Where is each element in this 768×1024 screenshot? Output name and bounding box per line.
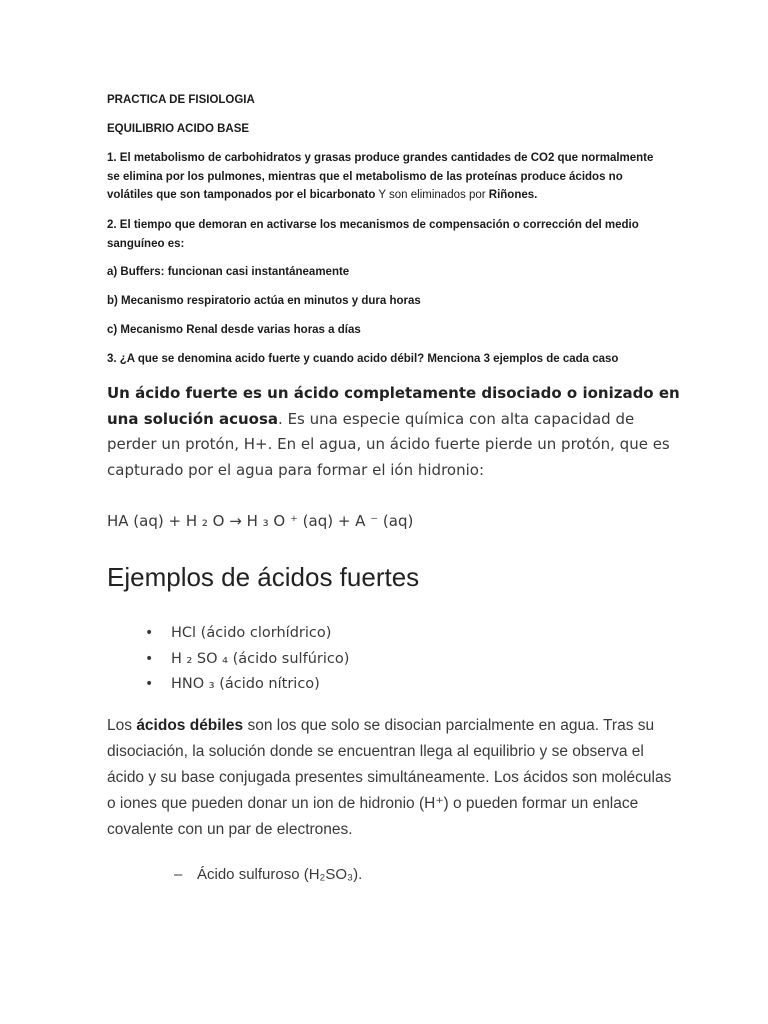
list-item bbox=[145, 647, 349, 673]
question-2-option-b: b) Mecanismo respiratorio actúa en minutos y dura horas bbox=[107, 295, 421, 307]
strong-acid-definition-bold: Un ácido fuerte es un ácido completamente disociado o ionizado en una solución acuosa bbox=[107, 384, 680, 428]
question-1-text: 1. El metabolismo de carbohidratos y grasas produce grandes cantidades de CO2 que normalmente se elimina por los pulmones, mientras que el metabolismo de las proteínas produce ácidos no volátiles que son tamponados por el bbox=[107, 152, 654, 201]
kidneys-term: Riñones. bbox=[488, 189, 538, 201]
hydronium-equation: HA (aq) + H ₂ O → H ₃ O ⁺ (aq) + A ⁻ (aq) bbox=[107, 512, 414, 530]
bullet-icon: • bbox=[145, 676, 154, 692]
weak-acid-example-text: Ácido sulfuroso (H₂SO₃). bbox=[197, 866, 363, 883]
bullet-icon: • bbox=[145, 650, 154, 667]
strong-acid-examples-list bbox=[145, 621, 349, 698]
document-subtitle: EQUILIBRIO ACIDO BASE bbox=[107, 123, 250, 135]
strong-acid-definition bbox=[107, 381, 682, 483]
weak-acid-bold: ácidos débiles bbox=[136, 717, 244, 734]
question-1-connector: Y son eliminados por bbox=[375, 189, 489, 201]
question-2: 2. El tiempo que demoran en activarse los mecanismos de compensación o corrección del medio sanguíneo es: bbox=[107, 219, 639, 250]
question-3: 3. ¿A que se denomina acido fuerte y cuando acido débil? Menciona 3 ejemplos de cada caso bbox=[107, 353, 619, 365]
weak-acid-paragraph bbox=[107, 713, 682, 843]
weak-acid-intro: Los bbox=[107, 717, 137, 734]
weak-acid-example bbox=[174, 866, 362, 883]
list-item-text: HCl (ácido clorhídrico) bbox=[171, 625, 332, 641]
question-1 bbox=[107, 149, 667, 205]
bullet-icon: • bbox=[145, 625, 154, 641]
weak-acid-rest: son los que solo se disocian parcialmente en agua. Tras su disociación, la solución donde se encuentran llega al equilibrio y se observa el ácido y su base conjugada presentes simultáneamente. Los ácidos son moléculas o iones que pueden donar un ion de hidronio (H⁺) o pueden formar un enlace covalente con un par de electrones. bbox=[107, 717, 672, 838]
question-2-option-a: a) Buffers: funcionan casi instantáneamente bbox=[107, 266, 350, 278]
strong-acid-definition-rest: . Es una especie química con alta capacidad de perder un protón, H+. En el agua, un ácido fuerte pierde un protón, que es capturado por el agua para formar el ión hidronio: bbox=[107, 409, 670, 479]
question-2-option-c: c) Mecanismo Renal desde varias horas a días bbox=[107, 324, 361, 336]
strong-acids-heading: Ejemplos de ácidos fuertes bbox=[107, 562, 420, 592]
bicarbonato-term: bicarbonato bbox=[309, 189, 376, 201]
list-item bbox=[145, 621, 349, 647]
dash-icon: – bbox=[174, 866, 183, 883]
list-item-text: H ₂ SO ₄ (ácido sulfúrico) bbox=[171, 650, 350, 667]
list-item bbox=[145, 672, 349, 698]
list-item-text: HNO ₃ (ácido nítrico) bbox=[171, 676, 320, 692]
document-title: PRACTICA DE FISIOLOGIA bbox=[107, 94, 255, 106]
